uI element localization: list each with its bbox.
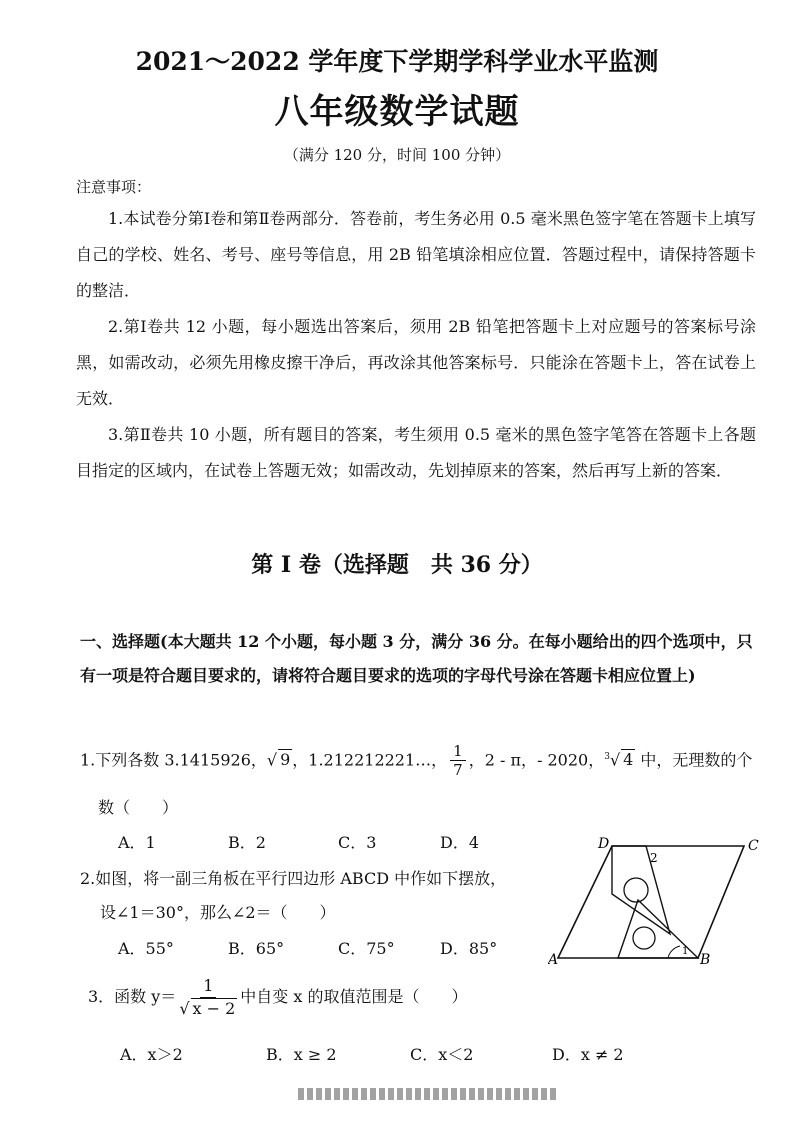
- q3-option-b[interactable]: B．x ≥ 2: [266, 1045, 337, 1064]
- q1-option-d[interactable]: D．4: [440, 833, 480, 852]
- section-title: 第 I 卷（选择题 共 36 分）: [251, 552, 543, 578]
- vertex-c-label: C: [748, 838, 759, 854]
- question-3-line: [88, 972, 468, 1022]
- q3-option-d[interactable]: D．x ≠ 2: [552, 1045, 624, 1064]
- q1-mid: ，1.212212221…，: [292, 750, 448, 770]
- triangle-board-1: [612, 846, 670, 934]
- q1-tail-1: ，2 - π，- 2020，: [468, 750, 605, 770]
- vertex-a-label: A: [548, 952, 559, 968]
- page-footer: [298, 1088, 558, 1100]
- notice-item-3: 3.第Ⅱ卷共 10 小题，所有题目的答案，考生须用 0.5 毫米的黑色签字笔答在答题卡上各题目指定的区域内，在试卷上答题无效；如需改动，先划掉原来的答案，然后再写上新的答案．: [76, 425, 756, 480]
- question-2-line-1: 2.如图，将一副三角板在平行四边形 ABCD 中作如下摆放，: [80, 869, 507, 888]
- q3-prefix: 3．函数 y＝: [88, 987, 177, 1006]
- exam-title: 2021～2022 学年度下学期学科学业水平监测: [135, 47, 659, 76]
- exam-subtitle: 八年级数学试题: [274, 92, 520, 132]
- q1-frac-den: 7: [453, 761, 463, 780]
- q1-option-b[interactable]: B．2: [228, 833, 266, 852]
- angle-1-arc: [668, 946, 680, 958]
- q2-option-d[interactable]: D．85°: [440, 939, 498, 958]
- q3-suffix: 中自变 x 的取值范围是（ ）: [240, 987, 468, 1006]
- question-2-line-2: 设∠1＝30°，那么∠2＝（ ）: [100, 903, 336, 922]
- notice-item-2: 2.第Ⅰ卷共 12 小题，每小题选出答案后，须用 2B 铅笔把答题卡上对应题号的答案标号涂黑，如需改动，必须先用橡皮擦干净后，再改涂其他答案标号．只能涂在答题卡上，答在试卷上无效．: [76, 317, 756, 408]
- section-instructions: 一、选择题(本大题共 12 个小题，每小题 3 分，满分 36 分。在每小题给出的四个选项中，只有一项是符合题目要求的，请将符合题目要求的选项的字母代号涂在答题卡相应位置上): [80, 632, 753, 685]
- parallelogram-figure: [548, 830, 772, 970]
- question-1-line-2: 数（ ）: [98, 798, 179, 817]
- q2-option-b[interactable]: B．65°: [228, 939, 285, 958]
- question-1-line-1: [80, 735, 752, 782]
- q1-option-a[interactable]: A．1: [118, 833, 156, 852]
- angle-2-label: 2: [650, 851, 658, 865]
- triangle-hole-2: [633, 927, 655, 949]
- q1-prefix: 1.下列各数 3.1415926，: [80, 750, 267, 770]
- q1-option-c[interactable]: C．3: [338, 833, 377, 852]
- vertex-b-label: B: [700, 952, 711, 968]
- exam-meta: （满分 120 分，时间 100 分钟）: [283, 146, 511, 164]
- q1-tail-2: 中，无理数的个: [635, 750, 753, 770]
- q1-sqrt-symbol: √: [266, 750, 278, 770]
- q1-sqrt-radicand: 9: [280, 750, 291, 770]
- angle-1-label: 1: [682, 946, 689, 957]
- q1-cbrt-index: 3: [604, 752, 610, 762]
- q2-option-c[interactable]: C．75°: [338, 939, 395, 958]
- notice-item-1: 1.本试卷分第Ⅰ卷和第Ⅱ卷两部分．答卷前，考生务必用 0.5 毫米黑色签字笔在答题卡上填写自己的学校、姓名、考号、座号等信息，用 2B 铅笔填涂相应位置．答题过程中，请保持答题卡的整洁．: [76, 209, 756, 300]
- notice-heading: 注意事项：: [76, 178, 152, 196]
- q3-frac-num: 1: [200, 975, 216, 998]
- q3-sqrt-symbol: √: [179, 999, 190, 1018]
- q3-sqrt-radicand: x − 2: [192, 999, 236, 1018]
- q3-option-c[interactable]: C．x＜2: [410, 1045, 474, 1064]
- q1-frac-num: 1: [450, 742, 466, 761]
- q3-fraction: [179, 975, 237, 1020]
- q1-cbrt-symbol: √: [609, 750, 621, 770]
- q1-fraction: [450, 742, 466, 779]
- q1-cbrt-radicand: 4: [623, 750, 634, 770]
- q3-option-a[interactable]: A．x＞2: [120, 1045, 183, 1064]
- q3-frac-den: [179, 998, 237, 1020]
- vertex-d-label: D: [598, 836, 610, 852]
- q2-option-a[interactable]: A．55°: [118, 939, 174, 958]
- triangle-hole-1: [624, 878, 648, 902]
